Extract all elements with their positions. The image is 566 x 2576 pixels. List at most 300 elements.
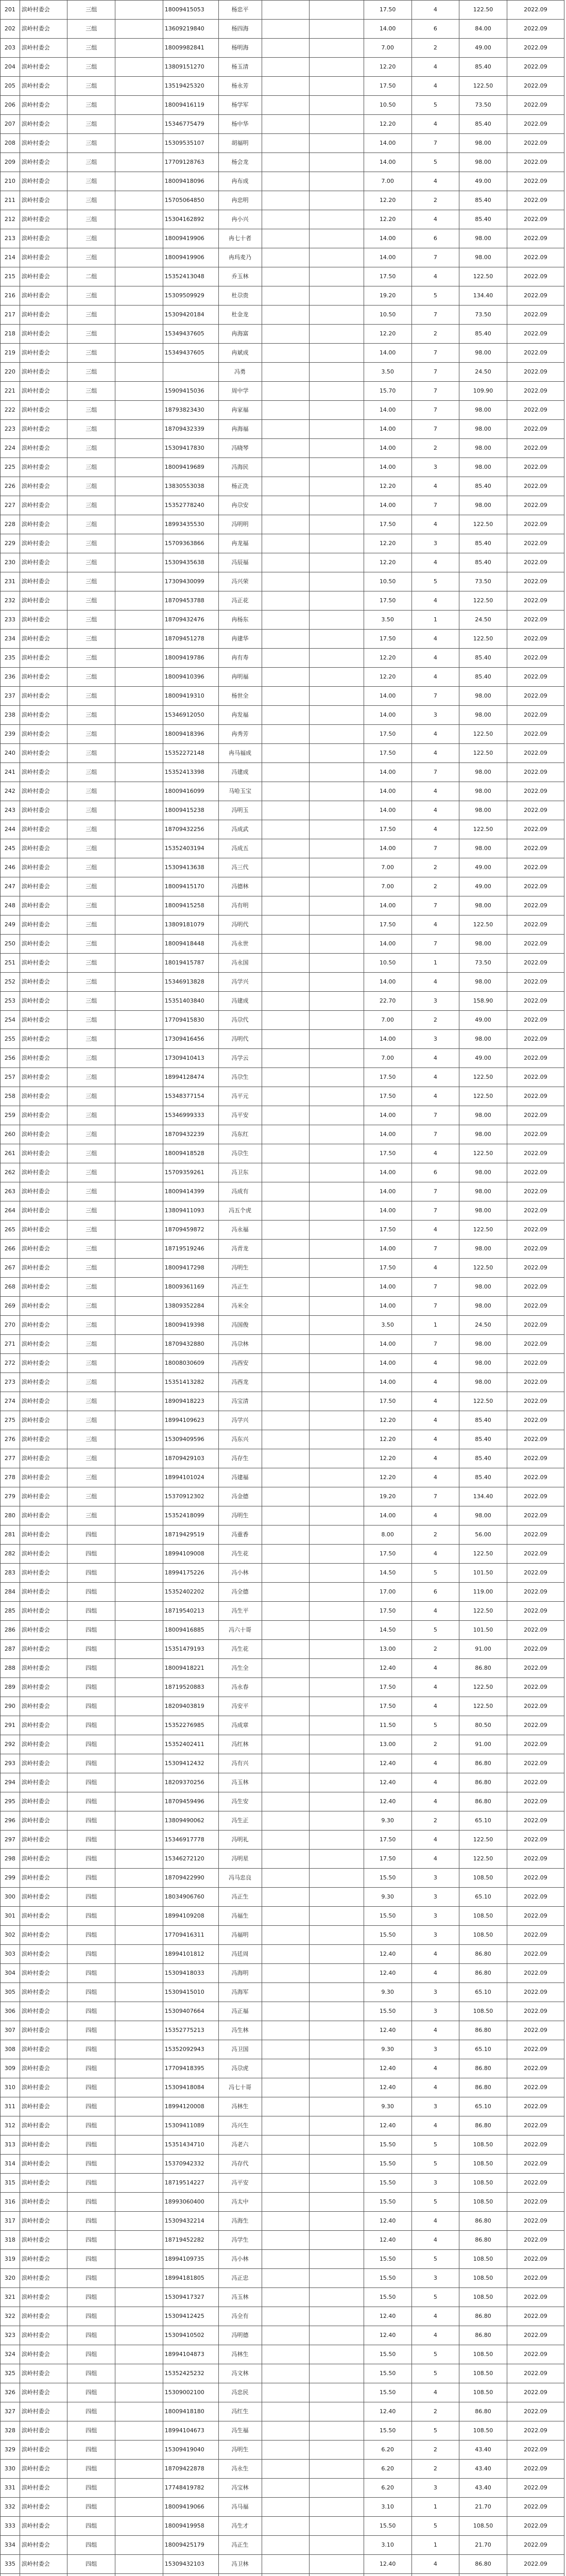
blank-cell <box>310 763 364 782</box>
village-committee: 滨岭村委会 <box>20 344 67 363</box>
count: 7 <box>411 344 459 363</box>
blank-cell <box>262 916 310 935</box>
group: 三组 <box>67 1030 115 1049</box>
village-committee: 滨岭村委会 <box>20 2441 67 2460</box>
person-name: 杨正洗 <box>218 477 262 496</box>
table-row <box>1 782 564 801</box>
blank-cell <box>115 1106 163 1125</box>
period: 2022.09 <box>507 1201 564 1221</box>
village-committee: 滨岭村委会 <box>20 1869 67 1888</box>
village-committee: 滨岭村委会 <box>20 401 67 420</box>
count: 4 <box>411 916 459 935</box>
amount-b: 98.00 <box>459 1354 507 1373</box>
blank-cell <box>310 1792 364 1811</box>
village-committee: 滨岭村委会 <box>20 363 67 382</box>
blank-cell <box>310 1144 364 1163</box>
blank-cell <box>310 401 364 420</box>
blank-cell <box>115 1392 163 1411</box>
period: 2022.09 <box>507 1030 564 1049</box>
blank-cell <box>262 20 310 39</box>
amount-a: 12.20 <box>364 534 411 553</box>
group: 三组 <box>67 1182 115 1201</box>
phone-number: 15346912050 <box>163 706 218 725</box>
village-committee: 滨岭村委会 <box>20 2059 67 2078</box>
person-name: 冯太中 <box>218 2193 262 2212</box>
table-row <box>1 2269 564 2288</box>
period: 2022.09 <box>507 2136 564 2155</box>
row-index: 262 <box>1 1163 20 1182</box>
person-name: 冯生平 <box>218 1602 262 1621</box>
blank-cell <box>262 858 310 877</box>
blank-cell <box>310 2136 364 2155</box>
row-index: 211 <box>1 191 20 210</box>
blank-cell <box>262 134 310 153</box>
phone-number: 15346272120 <box>163 1850 218 1869</box>
blank-cell <box>310 1259 364 1278</box>
village-committee: 滨岭村委会 <box>20 2460 67 2479</box>
phone-number: 18709451278 <box>163 630 218 649</box>
person-name: 杨忠平 <box>218 1 262 20</box>
count: 4 <box>411 1659 459 1678</box>
amount-b: 122.50 <box>459 820 507 839</box>
blank-cell <box>115 2174 163 2193</box>
blank-cell <box>310 1831 364 1850</box>
amount-a: 9.30 <box>364 1888 411 1907</box>
period: 2022.09 <box>507 591 564 611</box>
amount-a: 17.50 <box>364 1850 411 1869</box>
table-row <box>1 1030 564 1049</box>
group: 三组 <box>67 58 115 77</box>
table-row <box>1 1468 564 1487</box>
amount-a: 14.00 <box>364 973 411 992</box>
blank-cell <box>115 1564 163 1583</box>
period: 2022.09 <box>507 439 564 458</box>
phone-number: 15309432103 <box>163 2555 218 2574</box>
row-index: 229 <box>1 534 20 553</box>
row-index: 201 <box>1 1 20 20</box>
person-name: 冯生正 <box>218 1811 262 1831</box>
blank-cell <box>115 687 163 706</box>
group: 三组 <box>67 363 115 382</box>
count: 2 <box>411 2460 459 2479</box>
village-committee: 滨岭村委会 <box>20 2116 67 2136</box>
row-index: 254 <box>1 1011 20 1030</box>
blank-cell <box>115 706 163 725</box>
blank-cell <box>262 1487 310 1506</box>
blank-cell <box>115 611 163 630</box>
table-row <box>1 1926 564 1945</box>
amount-b: 85.40 <box>459 210 507 229</box>
blank-cell <box>262 77 310 96</box>
amount-b: 122.50 <box>459 630 507 649</box>
amount-a: 12.20 <box>364 1449 411 1468</box>
group: 三组 <box>67 153 115 172</box>
period: 2022.09 <box>507 2174 564 2193</box>
blank-cell <box>310 820 364 839</box>
amount-b: 86.80 <box>459 2326 507 2345</box>
period: 2022.09 <box>507 382 564 401</box>
count: 4 <box>411 1850 459 1869</box>
count: 4 <box>411 782 459 801</box>
group: 三组 <box>67 744 115 763</box>
village-committee: 滨岭村委会 <box>20 858 67 877</box>
person-name: 冯正忠 <box>218 2269 262 2288</box>
period: 2022.09 <box>507 1640 564 1659</box>
count: 7 <box>411 306 459 325</box>
table-row <box>1 153 564 172</box>
count: 4 <box>411 553 459 572</box>
row-index: 314 <box>1 2155 20 2174</box>
amount-b: 122.50 <box>459 1087 507 1106</box>
blank-cell <box>115 801 163 820</box>
village-committee: 滨岭村委会 <box>20 2555 67 2574</box>
blank-cell <box>310 1869 364 1888</box>
blank-cell <box>262 2345 310 2364</box>
period: 2022.09 <box>507 1487 564 1506</box>
blank-cell <box>262 1983 310 2002</box>
count: 3 <box>411 2269 459 2288</box>
blank-cell <box>310 286 364 306</box>
group: 三组 <box>67 801 115 820</box>
blank-cell <box>115 1049 163 1068</box>
blank-cell <box>262 1106 310 1125</box>
group: 四组 <box>67 2250 115 2269</box>
count: 3 <box>411 2040 459 2059</box>
blank-cell <box>262 954 310 973</box>
phone-number: 18709422990 <box>163 1869 218 1888</box>
blank-cell <box>310 2193 364 2212</box>
village-committee: 滨岭村委会 <box>20 1602 67 1621</box>
person-name: 冯正生 <box>218 1888 262 1907</box>
table-row <box>1 1011 564 1030</box>
person-name: 冯明明 <box>218 515 262 534</box>
table-row <box>1 2402 564 2421</box>
blank-cell <box>115 2250 163 2269</box>
blank-cell <box>262 2231 310 2250</box>
amount-a: 14.50 <box>364 1621 411 1640</box>
blank-cell <box>310 439 364 458</box>
village-committee: 滨岭村委会 <box>20 1545 67 1564</box>
period: 2022.09 <box>507 534 564 553</box>
blank-cell <box>310 992 364 1011</box>
period: 2022.09 <box>507 1678 564 1697</box>
person-name: 杨玉清 <box>218 58 262 77</box>
table-row <box>1 1735 564 1754</box>
blank-cell <box>115 2383 163 2402</box>
table-row <box>1 1545 564 1564</box>
village-committee: 滨岭村委会 <box>20 839 67 858</box>
blank-cell <box>262 2155 310 2174</box>
blank-cell <box>115 2574 163 2576</box>
row-index: 242 <box>1 782 20 801</box>
phone-number: 18994181805 <box>163 2269 218 2288</box>
group: 三组 <box>67 477 115 496</box>
village-committee: 滨岭村委会 <box>20 2078 67 2097</box>
blank-cell <box>262 58 310 77</box>
period: 2022.09 <box>507 1602 564 1621</box>
blank-cell <box>115 1583 163 1602</box>
row-index: 274 <box>1 1392 20 1411</box>
blank-cell <box>262 1 310 20</box>
amount-a: 13.00 <box>364 1640 411 1659</box>
count: 7 <box>411 1182 459 1201</box>
amount-b: 98.00 <box>459 1182 507 1201</box>
row-index: 272 <box>1 1354 20 1373</box>
blank-cell <box>115 1087 163 1106</box>
blank-cell <box>262 1564 310 1583</box>
blank-cell <box>262 1811 310 1831</box>
phone-number: 15309412425 <box>163 2307 218 2326</box>
period: 2022.09 <box>507 2116 564 2136</box>
row-index: 280 <box>1 1506 20 1526</box>
amount-a: 12.20 <box>364 58 411 77</box>
village-committee: 滨岭村委会 <box>20 1983 67 2002</box>
amount-b: 24.50 <box>459 611 507 630</box>
blank-cell <box>115 77 163 96</box>
amount-a: 10.50 <box>364 572 411 591</box>
blank-cell <box>262 2574 310 2576</box>
row-index: 243 <box>1 801 20 820</box>
table-row <box>1 954 564 973</box>
table-row <box>1 2097 564 2116</box>
table-row <box>1 267 564 286</box>
blank-cell <box>262 1926 310 1945</box>
person-name: 冯国俊 <box>218 1316 262 1335</box>
table-row <box>1 515 564 534</box>
village-committee: 滨岭村委会 <box>20 1621 67 1640</box>
row-index: 235 <box>1 649 20 668</box>
amount-b: 98.00 <box>459 1125 507 1144</box>
group <box>67 2574 115 2576</box>
blank-cell <box>115 2441 163 2460</box>
period: 2022.09 <box>507 2078 564 2097</box>
blank-cell <box>115 1 163 20</box>
count: 4 <box>411 77 459 96</box>
amount-b: 122.50 <box>459 1392 507 1411</box>
period: 2022.09 <box>507 668 564 687</box>
amount-a: 12.20 <box>364 553 411 572</box>
amount-a: 13.00 <box>364 1735 411 1754</box>
count: 2 <box>411 1811 459 1831</box>
blank-cell <box>262 1354 310 1373</box>
blank-cell <box>262 1602 310 1621</box>
group: 四组 <box>67 2078 115 2097</box>
period: 2022.09 <box>507 1 564 20</box>
group: 三组 <box>67 229 115 248</box>
amount-b: 98.00 <box>459 839 507 858</box>
blank-cell <box>310 191 364 210</box>
count: 4 <box>411 2326 459 2345</box>
amount-b: 73.50 <box>459 306 507 325</box>
blank-cell <box>262 2269 310 2288</box>
count: 7 <box>411 134 459 153</box>
amount-b: 98.00 <box>459 229 507 248</box>
row-index: 266 <box>1 1240 20 1259</box>
person-name: 冉建华 <box>218 630 262 649</box>
blank-cell <box>310 668 364 687</box>
blank-cell <box>310 1392 364 1411</box>
blank-cell <box>262 668 310 687</box>
amount-b: 122.50 <box>459 267 507 286</box>
person-name: 冯生才 <box>218 2517 262 2536</box>
group: 四组 <box>67 2517 115 2536</box>
phone-number: 18009982841 <box>163 39 218 58</box>
row-index: 287 <box>1 1640 20 1659</box>
period: 2022.09 <box>507 1773 564 1792</box>
blank-cell <box>115 1487 163 1506</box>
phone-number: 18994175226 <box>163 1564 218 1583</box>
village-committee: 滨岭村委会 <box>20 1907 67 1926</box>
blank-cell <box>115 2021 163 2040</box>
amount-b: 122.50 <box>459 1259 507 1278</box>
person-name: 冯明代 <box>218 1030 262 1049</box>
village-committee: 滨岭村委会 <box>20 1640 67 1659</box>
amount-b: 134.40 <box>459 1487 507 1506</box>
amount-b: 122.50 <box>459 1697 507 1716</box>
blank-cell <box>115 134 163 153</box>
person-name: 冯永生 <box>218 2460 262 2479</box>
village-committee: 滨岭村委会 <box>20 973 67 992</box>
blank-cell <box>115 744 163 763</box>
row-index: 284 <box>1 1583 20 1602</box>
amount-b: 86.80 <box>459 1964 507 1983</box>
person-name: 冯小林 <box>218 2250 262 2269</box>
phone-number: 15309419040 <box>163 2441 218 2460</box>
village-committee: 滨岭村委会 <box>20 1392 67 1411</box>
blank-cell <box>310 553 364 572</box>
period: 2022.09 <box>507 1964 564 1983</box>
table-row <box>1 420 564 439</box>
period: 2022.09 <box>507 1545 564 1564</box>
blank-cell <box>310 801 364 820</box>
village-committee: 滨岭村委会 <box>20 2402 67 2421</box>
village-committee: 滨岭村委会 <box>20 630 67 649</box>
blank-cell <box>115 2555 163 2574</box>
phone-number: 15309432214 <box>163 2212 218 2231</box>
period: 2022.09 <box>507 2460 564 2479</box>
amount-b: 91.00 <box>459 1640 507 1659</box>
row-index: 297 <box>1 1831 20 1850</box>
village-committee: 滨岭村委会 <box>20 1716 67 1735</box>
blank-cell <box>262 1621 310 1640</box>
person-name: 冯建成 <box>218 763 262 782</box>
blank-cell <box>310 2059 364 2078</box>
blank-cell <box>262 1163 310 1182</box>
blank-cell <box>262 725 310 744</box>
village-committee: 滨岭村委会 <box>20 1850 67 1869</box>
amount-b: 85.40 <box>459 1468 507 1487</box>
period: 2022.09 <box>507 611 564 630</box>
row-index: 275 <box>1 1411 20 1430</box>
amount-b: 98.00 <box>459 153 507 172</box>
village-committee: 滨岭村委会 <box>20 1030 67 1049</box>
blank-cell <box>115 2364 163 2383</box>
phone-number: 18793823430 <box>163 401 218 420</box>
person-name: 冯学兴 <box>218 973 262 992</box>
phone-number: 18009415258 <box>163 896 218 916</box>
amount-b: 85.40 <box>459 325 507 344</box>
phone-number: 13809490062 <box>163 1811 218 1831</box>
blank-cell <box>310 248 364 267</box>
table-row <box>1 1945 564 1964</box>
person-name: 冯安平 <box>218 1697 262 1716</box>
row-index: 230 <box>1 553 20 572</box>
blank-cell <box>310 2555 364 2574</box>
blank-cell <box>310 1087 364 1106</box>
group: 三组 <box>67 534 115 553</box>
amount-b: 98.00 <box>459 1163 507 1182</box>
group: 三组 <box>67 1163 115 1182</box>
blank-cell <box>310 2441 364 2460</box>
period: 2022.09 <box>507 1259 564 1278</box>
amount-a: 12.20 <box>364 1430 411 1449</box>
row-index: 335 <box>1 2555 20 2574</box>
table-row <box>1 2574 564 2576</box>
count: 4 <box>411 1 459 20</box>
count: 3 <box>411 534 459 553</box>
amount-b: 86.80 <box>459 1945 507 1964</box>
row-index: 239 <box>1 725 20 744</box>
village-committee: 滨岭村委会 <box>20 1964 67 1983</box>
row-index: 261 <box>1 1144 20 1163</box>
village-committee: 滨岭村委会 <box>20 134 67 153</box>
blank-cell <box>115 1907 163 1926</box>
count: 5 <box>411 2250 459 2269</box>
blank-cell <box>115 534 163 553</box>
count: 4 <box>411 1373 459 1392</box>
blank-cell <box>310 1602 364 1621</box>
village-committee: 滨岭村委会 <box>20 1697 67 1716</box>
blank-cell <box>262 2441 310 2460</box>
row-index: 329 <box>1 2441 20 2460</box>
count: 7 <box>411 496 459 515</box>
amount-a: 14.00 <box>364 153 411 172</box>
period: 2022.09 <box>507 401 564 420</box>
blank-cell <box>262 973 310 992</box>
table-row <box>1 1754 564 1773</box>
group: 三组 <box>67 1125 115 1144</box>
blank-cell <box>115 1640 163 1659</box>
person-name: 冯正福 <box>218 2002 262 2021</box>
village-committee: 滨岭村委会 <box>20 2421 67 2441</box>
phone-number: 18009416885 <box>163 1621 218 1640</box>
group: 三组 <box>67 248 115 267</box>
phone-number: 15346999333 <box>163 1106 218 1125</box>
count: 4 <box>411 820 459 839</box>
group: 三组 <box>67 1087 115 1106</box>
village-committee: 滨岭村委会 <box>20 1792 67 1811</box>
count: 7 <box>411 1335 459 1354</box>
amount-b: 98.00 <box>459 687 507 706</box>
village-committee: 滨岭村委会 <box>20 1888 67 1907</box>
amount-b: 98.00 <box>459 134 507 153</box>
row-index: 207 <box>1 115 20 134</box>
amount-a: 12.20 <box>364 668 411 687</box>
person-name: 冯东兴 <box>218 1430 262 1449</box>
village-committee: 滨岭村委会 <box>20 191 67 210</box>
group: 四组 <box>67 1716 115 1735</box>
village-committee: 滨岭村委会 <box>20 1487 67 1506</box>
row-index: 228 <box>1 515 20 534</box>
phone-number: 18709432880 <box>163 1335 218 1354</box>
blank-cell <box>262 191 310 210</box>
amount-b: 24.50 <box>459 363 507 382</box>
phone-number: 15309420184 <box>163 306 218 325</box>
person-name: 冯有明 <box>218 896 262 916</box>
village-committee: 滨岭村委会 <box>20 935 67 954</box>
group: 四组 <box>67 2097 115 2116</box>
period: 2022.09 <box>507 2555 564 2574</box>
